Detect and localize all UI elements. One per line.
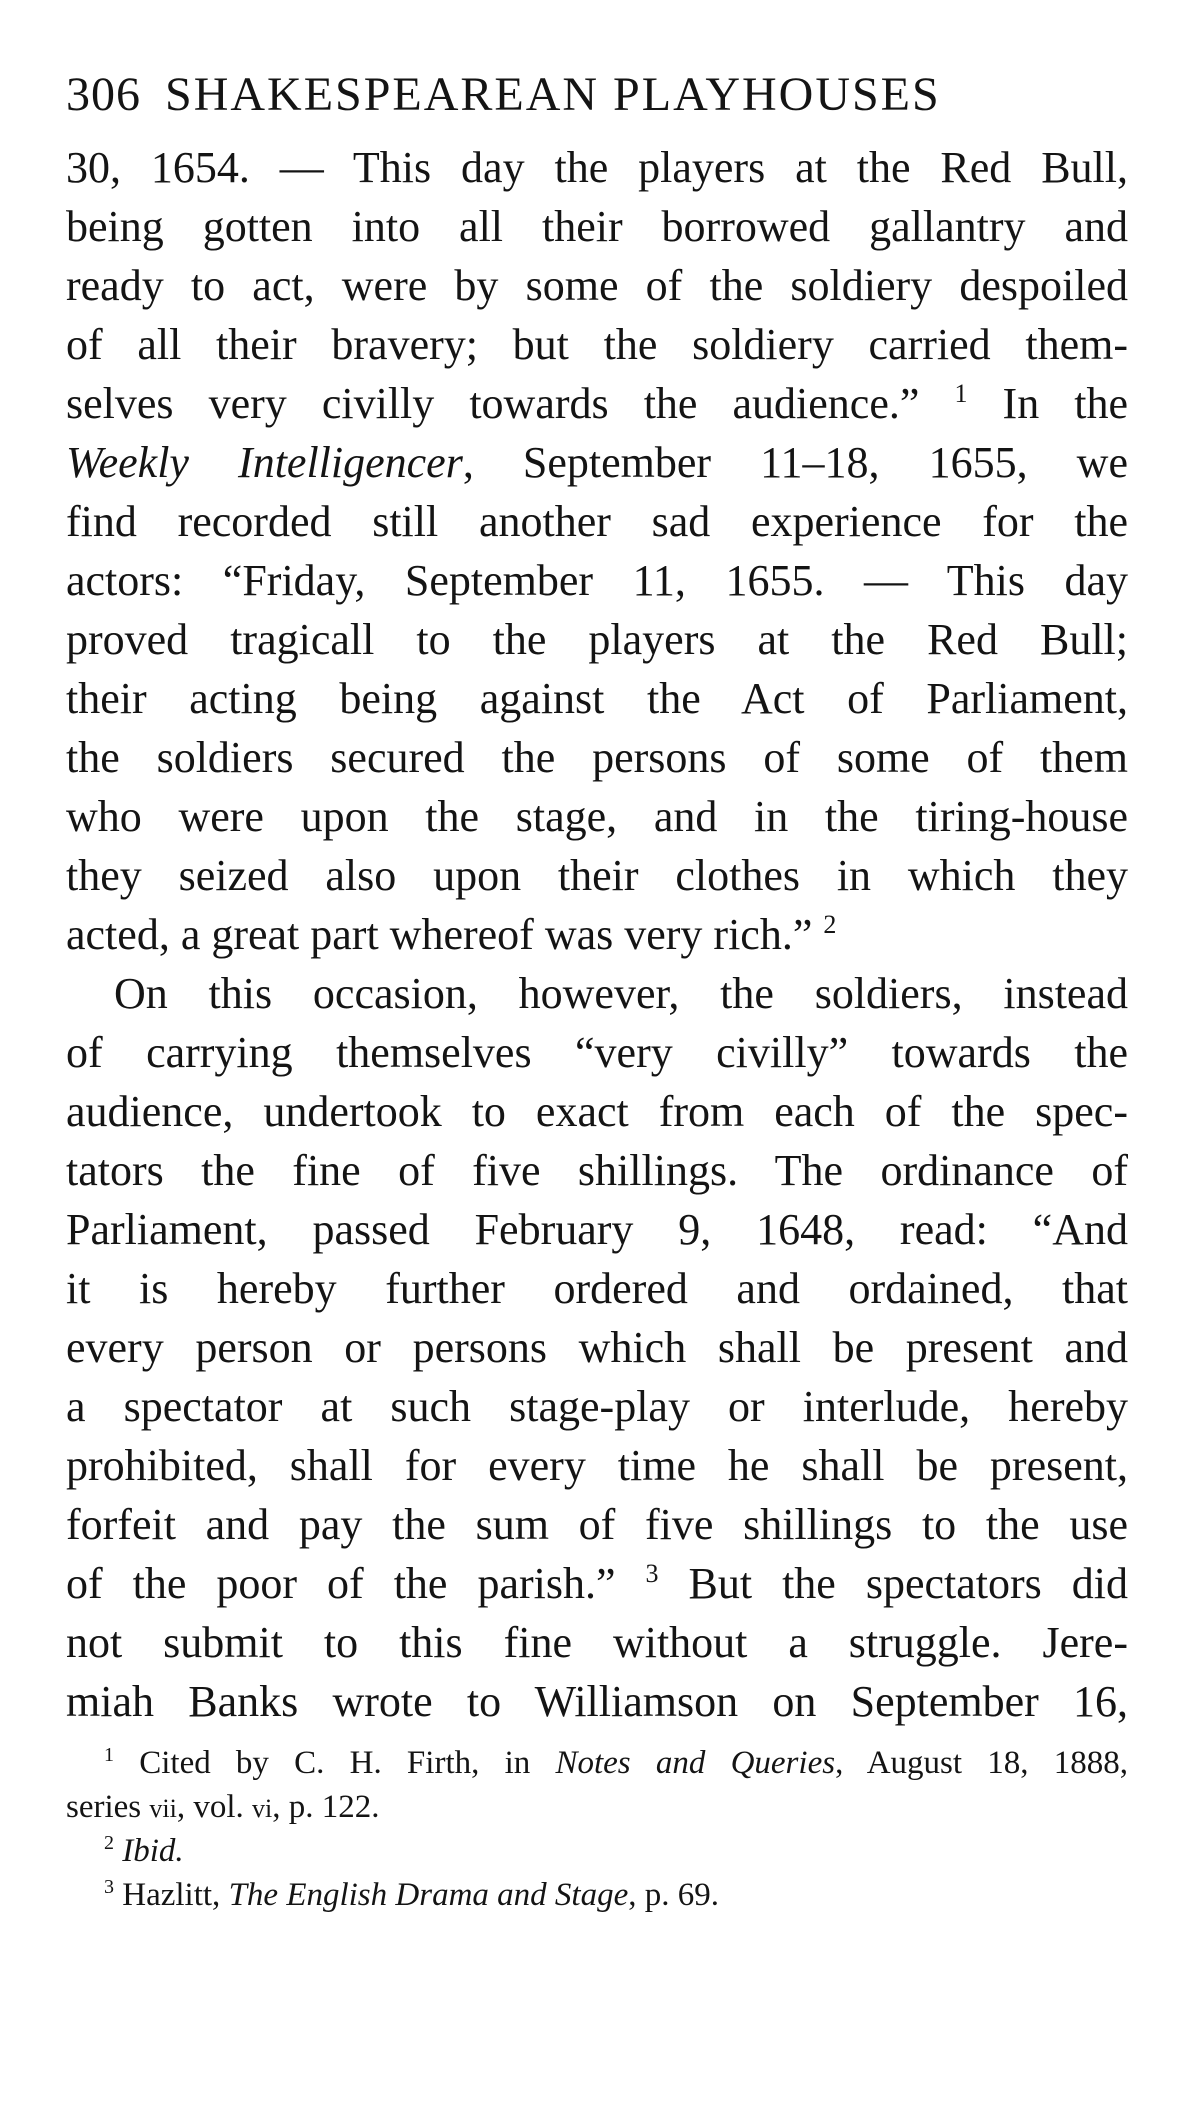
text-line	[66, 433, 1128, 492]
text-line: of carrying themselves “very civilly” towards the	[66, 1028, 1128, 1077]
text-segment: , September 11–18, 1655, we	[462, 438, 1128, 487]
body-text	[66, 138, 1128, 1731]
text-line: a spectator at such stage-play or interlude, hereby	[66, 1382, 1128, 1431]
text-line: audience, undertook to exact from each of the spec-	[66, 1087, 1128, 1136]
text-segment: selves very civilly towards the audience.”	[66, 379, 920, 428]
text-line: of all their bravery; but the soldiery carried them-	[66, 320, 1128, 369]
footnote-1-continued	[66, 1785, 1128, 1829]
running-head	[66, 60, 1128, 130]
text-segment: of the poor of the parish.”	[66, 1559, 616, 1608]
text-line: On this occasion, however, the soldiers, instead	[114, 969, 1128, 1018]
text-line: being gotten into all their borrowed gallantry and	[66, 202, 1128, 251]
text-line	[66, 905, 1128, 964]
text-line	[66, 1554, 1128, 1613]
text-line: tators the fine of five shillings. The ordinance of	[66, 1146, 1128, 1195]
footnote-2	[66, 1829, 1128, 1873]
text-line: prohibited, shall for every time he shall be present,	[66, 1441, 1128, 1490]
page-number: 306	[66, 68, 141, 121]
text-segment: , p. 69.	[628, 1877, 719, 1913]
text-line: actors: “Friday, September 11, 1655. — This day	[66, 556, 1128, 605]
text-line: miah Banks wrote to Williamson on September 16,	[66, 1677, 1128, 1726]
footnote-marker: 1	[104, 1744, 114, 1766]
footnote-marker: 2	[104, 1832, 114, 1854]
book-page	[66, 60, 1128, 1917]
text-segment: In the	[1002, 379, 1128, 428]
text-line: find recorded still another sad experience for the	[66, 497, 1128, 546]
footnote-ref-3: 3	[645, 1559, 659, 1588]
footnotes	[66, 1741, 1128, 1917]
running-head-title: SHAKESPEAREAN PLAYHOUSES	[165, 68, 941, 121]
text-line: not submit to this fine without a struggle. Jere-	[66, 1618, 1128, 1667]
text-segment: But the spectators did	[688, 1559, 1128, 1608]
footnote-marker: 3	[104, 1876, 114, 1898]
footnote-3	[66, 1873, 1128, 1917]
paragraph-1	[66, 138, 1128, 964]
text-segment: series	[66, 1789, 142, 1825]
italic-title: Ibid.	[122, 1833, 184, 1869]
text-segment: , p. 122.	[272, 1789, 380, 1825]
text-line: the soldiers secured the persons of some of them	[66, 733, 1128, 782]
text-line: forfeit and pay the sum of five shillings to the use	[66, 1500, 1128, 1549]
text-segment: Cited by C. H. Firth, in	[139, 1745, 531, 1781]
italic-title: The English Drama and Stage	[228, 1877, 629, 1913]
text-segment: Hazlitt,	[122, 1877, 221, 1913]
footnote-ref-2: 2	[823, 910, 837, 939]
text-line: they seized also upon their clothes in which they	[66, 851, 1128, 900]
text-line	[66, 374, 1128, 433]
italic-title: Weekly Intelligencer	[66, 438, 463, 487]
text-line: proved tragicall to the players at the Red Bull;	[66, 615, 1128, 664]
small-caps-numeral: vi	[252, 1794, 273, 1823]
text-line: 30, 1654. — This day the players at the Red Bull,	[66, 143, 1128, 192]
italic-title: Notes and Queries	[555, 1745, 836, 1781]
text-segment: acted, a great part whereof was very rich.”	[66, 910, 813, 959]
text-line: their acting being against the Act of Parliament,	[66, 674, 1128, 723]
text-line: who were upon the stage, and in the tiring-house	[66, 792, 1128, 841]
text-segment: , vol.	[176, 1789, 244, 1825]
paragraph-2	[66, 964, 1128, 1731]
text-segment: , August 18, 1888,	[835, 1745, 1128, 1781]
text-line: every person or persons which shall be present and	[66, 1323, 1128, 1372]
text-line: ready to act, were by some of the soldiery despoiled	[66, 261, 1128, 310]
footnote-1	[66, 1741, 1128, 1785]
text-line: it is hereby further ordered and ordained, that	[66, 1264, 1128, 1313]
small-caps-numeral: vii	[149, 1794, 177, 1823]
text-line: Parliament, passed February 9, 1648, read: “And	[66, 1205, 1128, 1254]
footnote-ref-1: 1	[954, 379, 968, 408]
